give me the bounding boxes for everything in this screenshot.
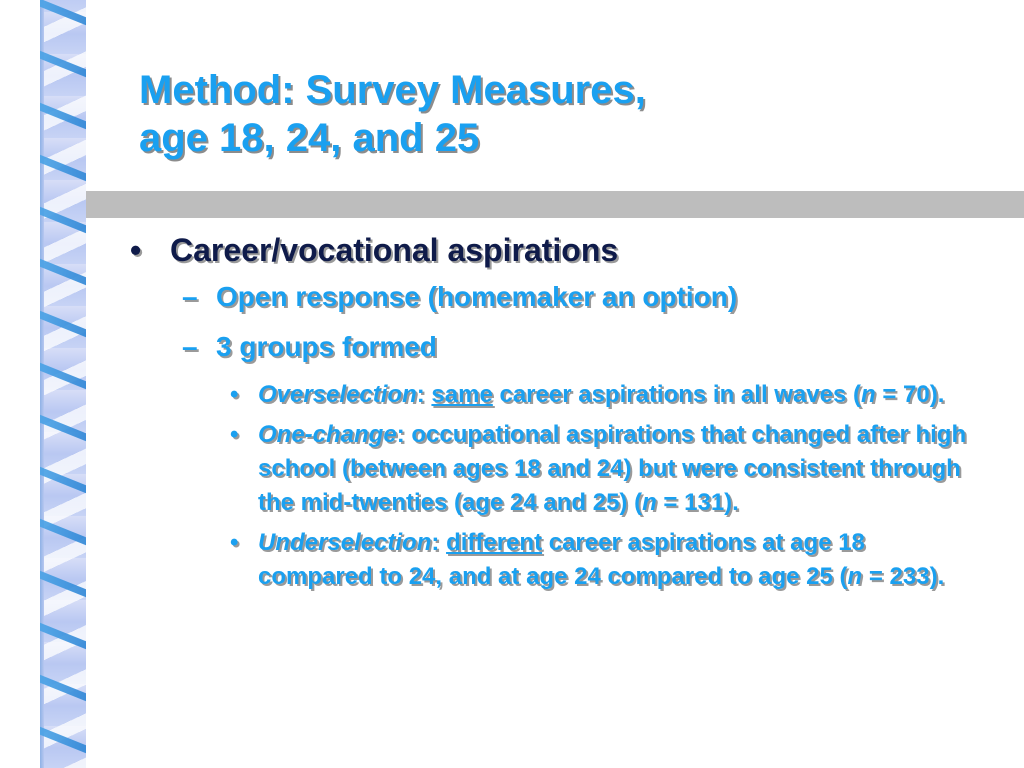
dash-marker: –: [182, 331, 198, 362]
border-stripe: [40, 727, 86, 754]
group-description: career aspirations in all waves (: [492, 381, 861, 408]
bullet-marker: •: [230, 529, 239, 556]
decorative-border: [40, 0, 86, 768]
border-stripe: [40, 363, 86, 390]
border-stripe: [40, 415, 86, 442]
border-stripe: [40, 51, 86, 78]
border-stripe: [40, 311, 86, 338]
bullet-career-aspirations: [130, 228, 990, 272]
group-one-change: [130, 418, 990, 520]
slide-title: [139, 66, 646, 162]
border-stripe: [40, 207, 86, 234]
border-stripe: [40, 103, 86, 130]
title-line-1: Method: Survey Measures,: [139, 68, 646, 112]
border-stripe: [40, 467, 86, 494]
slide-content: [130, 228, 990, 600]
border-stripe: [40, 259, 86, 286]
group-term: Overselection: [258, 381, 417, 408]
sub-bullet-open-response: [130, 278, 990, 316]
group-colon: :: [431, 529, 440, 556]
dash-marker: –: [182, 281, 198, 312]
group-n-symbol: n: [847, 563, 863, 590]
bullet-marker: •: [230, 381, 239, 408]
title-divider-bar: [86, 191, 1024, 218]
border-stripe: [40, 0, 86, 25]
group-emphasis: same: [431, 381, 493, 408]
group-description: occupational aspirations that changed after high school (between ages 18 and 24) but were consistent through the mid-twenties (age 24 and 25) (: [258, 421, 967, 516]
bullet-text: Career/vocational aspirations: [170, 232, 619, 268]
group-n-symbol: n: [861, 381, 876, 408]
group-overselection: [130, 378, 990, 412]
sub-bullet-text: Open response (homemaker an option): [216, 281, 738, 312]
group-n-symbol: n: [642, 489, 657, 516]
border-edge: [40, 0, 44, 768]
bullet-marker: •: [230, 421, 239, 448]
border-stripe: [40, 519, 86, 546]
title-line-2: age 18, 24, and 25: [139, 116, 480, 160]
group-term: Underselection: [258, 529, 432, 556]
sub-bullet-text: 3 groups formed: [216, 331, 437, 362]
group-count: = 131).: [656, 489, 739, 516]
border-stripe: [40, 155, 86, 182]
sub-bullet-groups-formed: [130, 328, 990, 366]
group-text: [258, 418, 978, 520]
group-colon: :: [396, 421, 405, 448]
group-text: [258, 526, 978, 594]
group-colon: :: [416, 381, 425, 408]
group-underselection: [130, 526, 990, 594]
group-term: One-change: [258, 421, 397, 448]
border-stripe: [40, 675, 86, 702]
group-count: = 233).: [862, 563, 945, 590]
bullet-marker: •: [130, 232, 142, 268]
group-count: = 70).: [875, 381, 945, 408]
group-emphasis: different: [446, 529, 543, 556]
group-text: [258, 378, 978, 412]
group-description: career aspirations at age 18 compared to 24, and at age 24 compared to age 25 (: [258, 529, 865, 590]
border-stripe: [40, 623, 86, 650]
border-stripe: [40, 571, 86, 598]
